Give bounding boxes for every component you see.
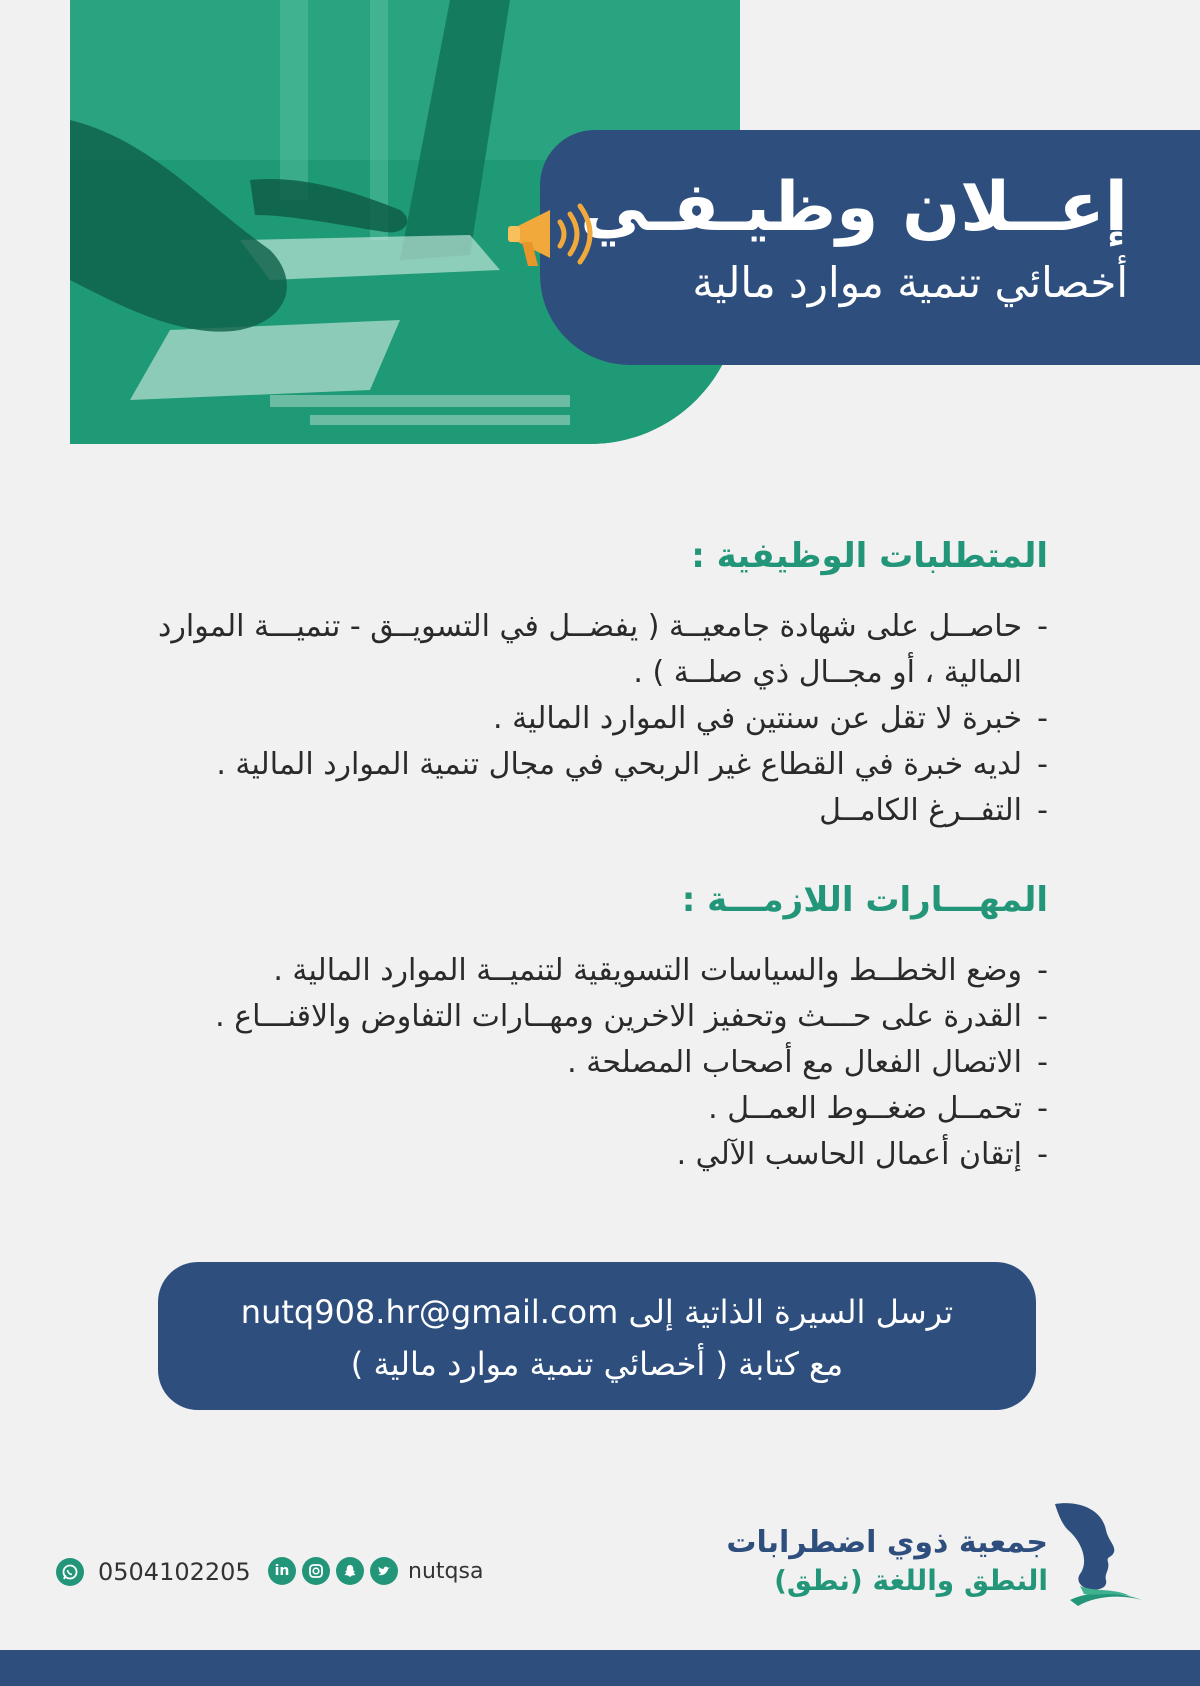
twitter-icon[interactable]: [370, 1557, 398, 1585]
requirement-item: - خبرة لا تقل عن سنتين في الموارد المالية .: [128, 696, 1048, 742]
banner-subtitle: أخصائي تنمية موارد مالية: [692, 258, 1128, 307]
skill-item: - إتقان أعمال الحاسب الآلي .: [128, 1132, 1048, 1178]
skill-item: - وضع الخطــط والسياسات التسويقية لتنميــة الموارد المالية .: [128, 948, 1048, 994]
contact-box: [158, 1262, 1036, 1410]
phone-number[interactable]: 0504102205: [98, 1558, 251, 1586]
skill-item: - القدرة على حـــث وتحفيز الاخرين ومهــارات التفاوض والاقنـــاع .: [128, 994, 1048, 1040]
skill-item: - الاتصال الفعال مع أصحاب المصلحة .: [128, 1040, 1048, 1086]
title-banner: [540, 130, 1200, 365]
banner-title: إعــلان وظيـفـي: [580, 168, 1128, 247]
instagram-icon[interactable]: [302, 1557, 330, 1585]
requirements-section: [128, 536, 1048, 834]
phone-group[interactable]: [56, 1558, 251, 1586]
organization-logo: [1050, 1500, 1150, 1610]
org-name-line2: النطق واللغة (نطق): [774, 1564, 1048, 1597]
social-handle[interactable]: nutqsa: [408, 1558, 484, 1584]
megaphone-icon: [500, 188, 600, 278]
org-name-line1: جمعية ذوي اضطرابات: [726, 1525, 1048, 1560]
requirement-item: - حاصــل على شهادة جامعيــة ( يفضــل في التسويــق - تنميـــة الموارد المالية ، أو مجــال ذي صلــة ) .: [128, 604, 1048, 696]
organization-name: [726, 1524, 1048, 1600]
linkedin-icon[interactable]: in: [268, 1557, 296, 1585]
contact-subject-line: مع كتابة ( أخصائي تنمية موارد مالية ): [350, 1345, 844, 1383]
skills-section: [128, 880, 1048, 1178]
requirements-heading: المتطلبات الوظيفية :: [691, 536, 1048, 576]
requirement-item: - لديه خبرة في القطاع غير الربحي في مجال تنمية الموارد المالية .: [128, 742, 1048, 788]
contact-email-line[interactable]: ترسل السيرة الذاتية إلى nutq908.hr@gmail.com: [240, 1293, 954, 1331]
requirement-item: - التفــرغ الكامــل: [128, 788, 1048, 834]
skills-heading: المهـــارات اللازمـــة :: [681, 880, 1048, 920]
whatsapp-icon[interactable]: [56, 1558, 84, 1586]
skill-item: - تحمــل ضغــوط العمــل .: [128, 1086, 1048, 1132]
footer-bar: [0, 1650, 1200, 1686]
social-group: [268, 1557, 483, 1585]
snapchat-icon[interactable]: [336, 1557, 364, 1585]
